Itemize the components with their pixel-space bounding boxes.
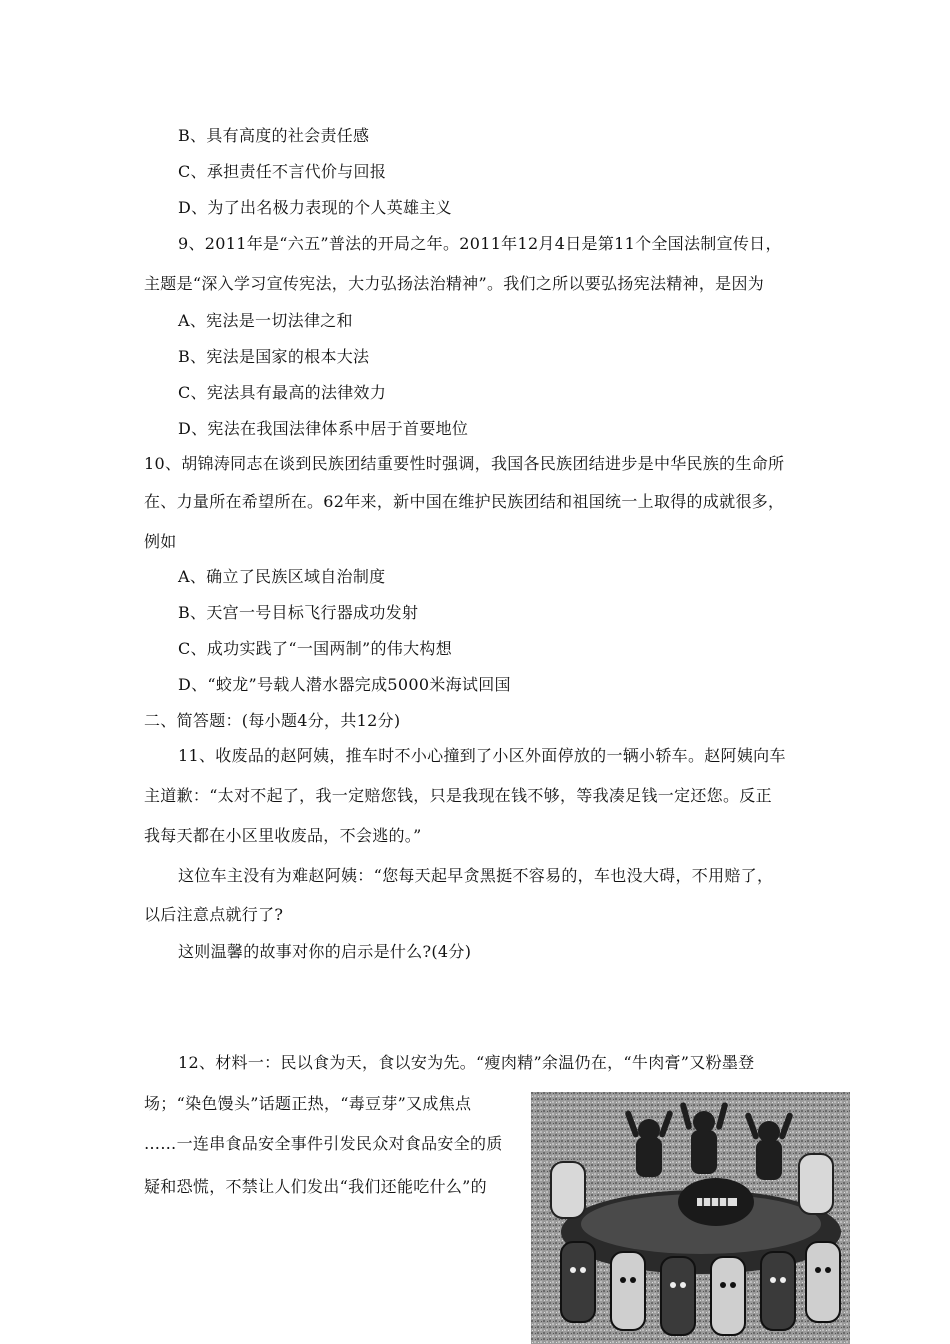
q8-option-c: C、承担责任不言代价与回报 [178,162,387,181]
q11-line1: 11、收废品的赵阿姨，推车时不小心撞到了小区外面停放的一辆小轿车。赵阿姨向车 [178,746,786,765]
q9-option-a: A、宪法是一切法律之和 [178,311,353,330]
q10-stem-line2: 在、力量所在希望所在。62年来，新中国在维护民族团结和祖国统一上取得的成就很多， [144,492,785,511]
q9-stem-line1: 9、2011年是“六五”普法的开局之年。2011年12月4日是第11个全国法制宣传日， [178,234,782,253]
q9-option-d: D、宪法在我国法律体系中居于首要地位 [178,419,469,438]
q9-option-b: B、宪法是国家的根本大法 [178,347,370,366]
q12-line3: ……一连串食品安全事件引发民众对食品安全的质 [144,1134,503,1153]
q9-option-c: C、宪法具有最高的法律效力 [178,383,387,402]
q9-stem-line2: 主题是“深入学习宣传宪法，大力弘扬法治精神”。我们之所以要弘扬宪法精神，是因为 [144,274,765,293]
q12-line1: 12、材料一：民以食为天，食以安为先。“瘦肉精”余温仍在，“牛肉膏”又粉墨登 [178,1053,755,1072]
q11-line3: 我每天都在小区里收废品，不会逃的。” [144,826,422,845]
q10-stem-line3: 例如 [144,532,177,551]
q11-line4: 这位车主没有为难赵阿姨：“您每天起早贪黑挺不容易的，车也没大碍，不用赔了， [178,866,774,885]
q12-line2: 场；“染色馒头”话题正热，“毒豆芽”又成焦点 [144,1094,472,1113]
section-heading: 二、简答题：(每小题4分，共12分) [144,711,401,730]
q10-option-d: D、“蛟龙”号载人潜水器完成5000米海试回国 [178,675,511,694]
q8-option-d: D、为了出名极力表现的个人英雄主义 [178,198,452,217]
q10-stem-line1: 10、胡锦涛同志在谈到民族团结重要性时强调，我国各民族团结进步是中华民族的生命所 [144,454,785,473]
q12-line4: 疑和恐慌，不禁让人们发出“我们还能吃什么”的 [144,1177,487,1196]
q10-option-b: B、天宫一号目标飞行器成功发射 [178,603,419,622]
q11-question: 这则温馨的故事对你的启示是什么?(4分) [178,942,472,961]
food-safety-cartoon-image [531,1092,850,1344]
q10-option-a: A、确立了民族区域自治制度 [178,567,386,586]
q10-option-c: C、成功实践了“一国两制”的伟大构想 [178,639,453,658]
q8-option-b: B、具有高度的社会责任感 [178,126,370,145]
q11-line2: 主道歉：“太对不起了，我一定赔您钱，只是我现在钱不够，等我凑足钱一定还您。反正 [144,786,772,805]
q11-line5: 以后注意点就行了? [144,905,284,924]
